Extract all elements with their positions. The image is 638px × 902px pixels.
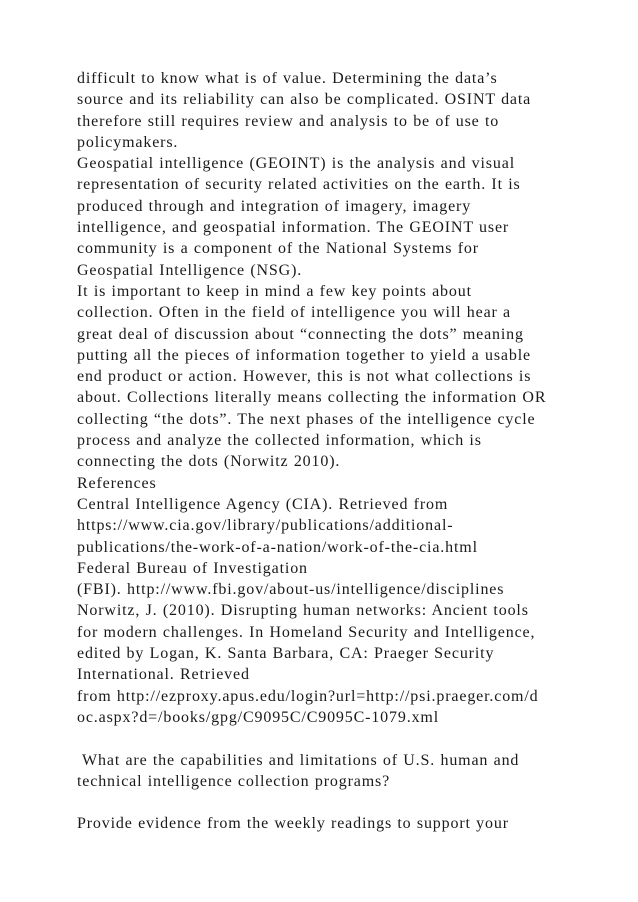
document-body <box>77 68 617 835</box>
text-line: about. Collections literally means collecting the information OR <box>77 389 547 407</box>
text-line: representation of security related activities on the earth. It is <box>77 176 521 194</box>
text-line: Geospatial intelligence (GEOINT) is the analysis and visual <box>77 155 515 173</box>
text-line: connecting the dots (Norwitz 2010). <box>77 453 341 471</box>
blank-line <box>77 728 617 749</box>
text-line: community is a component of the National Systems for <box>77 240 479 258</box>
instruction-line: Provide evidence from the weekly readings to support your <box>77 815 509 833</box>
question-line: technical intelligence collection programs? <box>77 772 391 790</box>
reference-line: Norwitz, J. (2010). Disrupting human networks: Ancient tools <box>77 602 529 620</box>
text-line: source and its reliability can also be complicated. OSINT data <box>77 91 532 109</box>
reference-link[interactable]: (FBI). http://www.fbi.gov/about-us/intelligence/disciplines <box>77 581 505 599</box>
text-line: collecting “the dots”. The next phases of the intelligence cycle <box>77 410 536 428</box>
text-line: policymakers. <box>77 133 179 151</box>
reference-link[interactable]: https://www.cia.gov/library/publications/additional- <box>77 517 454 535</box>
reference-line: for modern challenges. In Homeland Security and Intelligence, <box>77 623 536 641</box>
text-line: putting all the pieces of information together to yield a usable <box>77 346 531 364</box>
reference-link[interactable]: publications/the-work-of-a-nation/work-of-the-cia.html <box>77 538 478 556</box>
reference-link[interactable]: from http://ezproxy.apus.edu/login?url=http://psi.praeger.com/d <box>77 687 539 705</box>
reference-line: edited by Logan, K. Santa Barbara, CA: Praeger Security <box>77 645 495 663</box>
blank-line <box>77 792 617 813</box>
question-line: What are the capabilities and limitations of U.S. human and <box>77 751 520 769</box>
text-line: difficult to know what is of value. Determining the data’s <box>77 70 498 87</box>
text-line: produced through and integration of imagery, imagery <box>77 197 472 215</box>
text-line: It is important to keep in mind a few key points about <box>77 282 472 300</box>
section-heading-references: References <box>77 474 157 492</box>
text-line: therefore still requires review and analysis to be of use to <box>77 112 500 130</box>
text-line: intelligence, and geospatial information. The GEOINT user <box>77 219 510 237</box>
text-line: process and analyze the collected information, which is <box>77 432 482 450</box>
text-line: collection. Often in the field of intelligence you will hear a <box>77 304 512 322</box>
text-line: Geospatial Intelligence (NSG). <box>77 261 303 279</box>
text-line: great deal of discussion about “connecting the dots” meaning <box>77 325 524 343</box>
reference-link[interactable]: oc.aspx?d=/books/gpg/C9095C/C9095C-1079.xml <box>77 708 440 726</box>
text-line: end product or action. However, this is not what collections is <box>77 368 532 386</box>
reference-line: Federal Bureau of Investigation <box>77 559 308 577</box>
reference-line: Central Intelligence Agency (CIA). Retrieved from <box>77 495 449 513</box>
reference-line: International. Retrieved <box>77 666 250 684</box>
